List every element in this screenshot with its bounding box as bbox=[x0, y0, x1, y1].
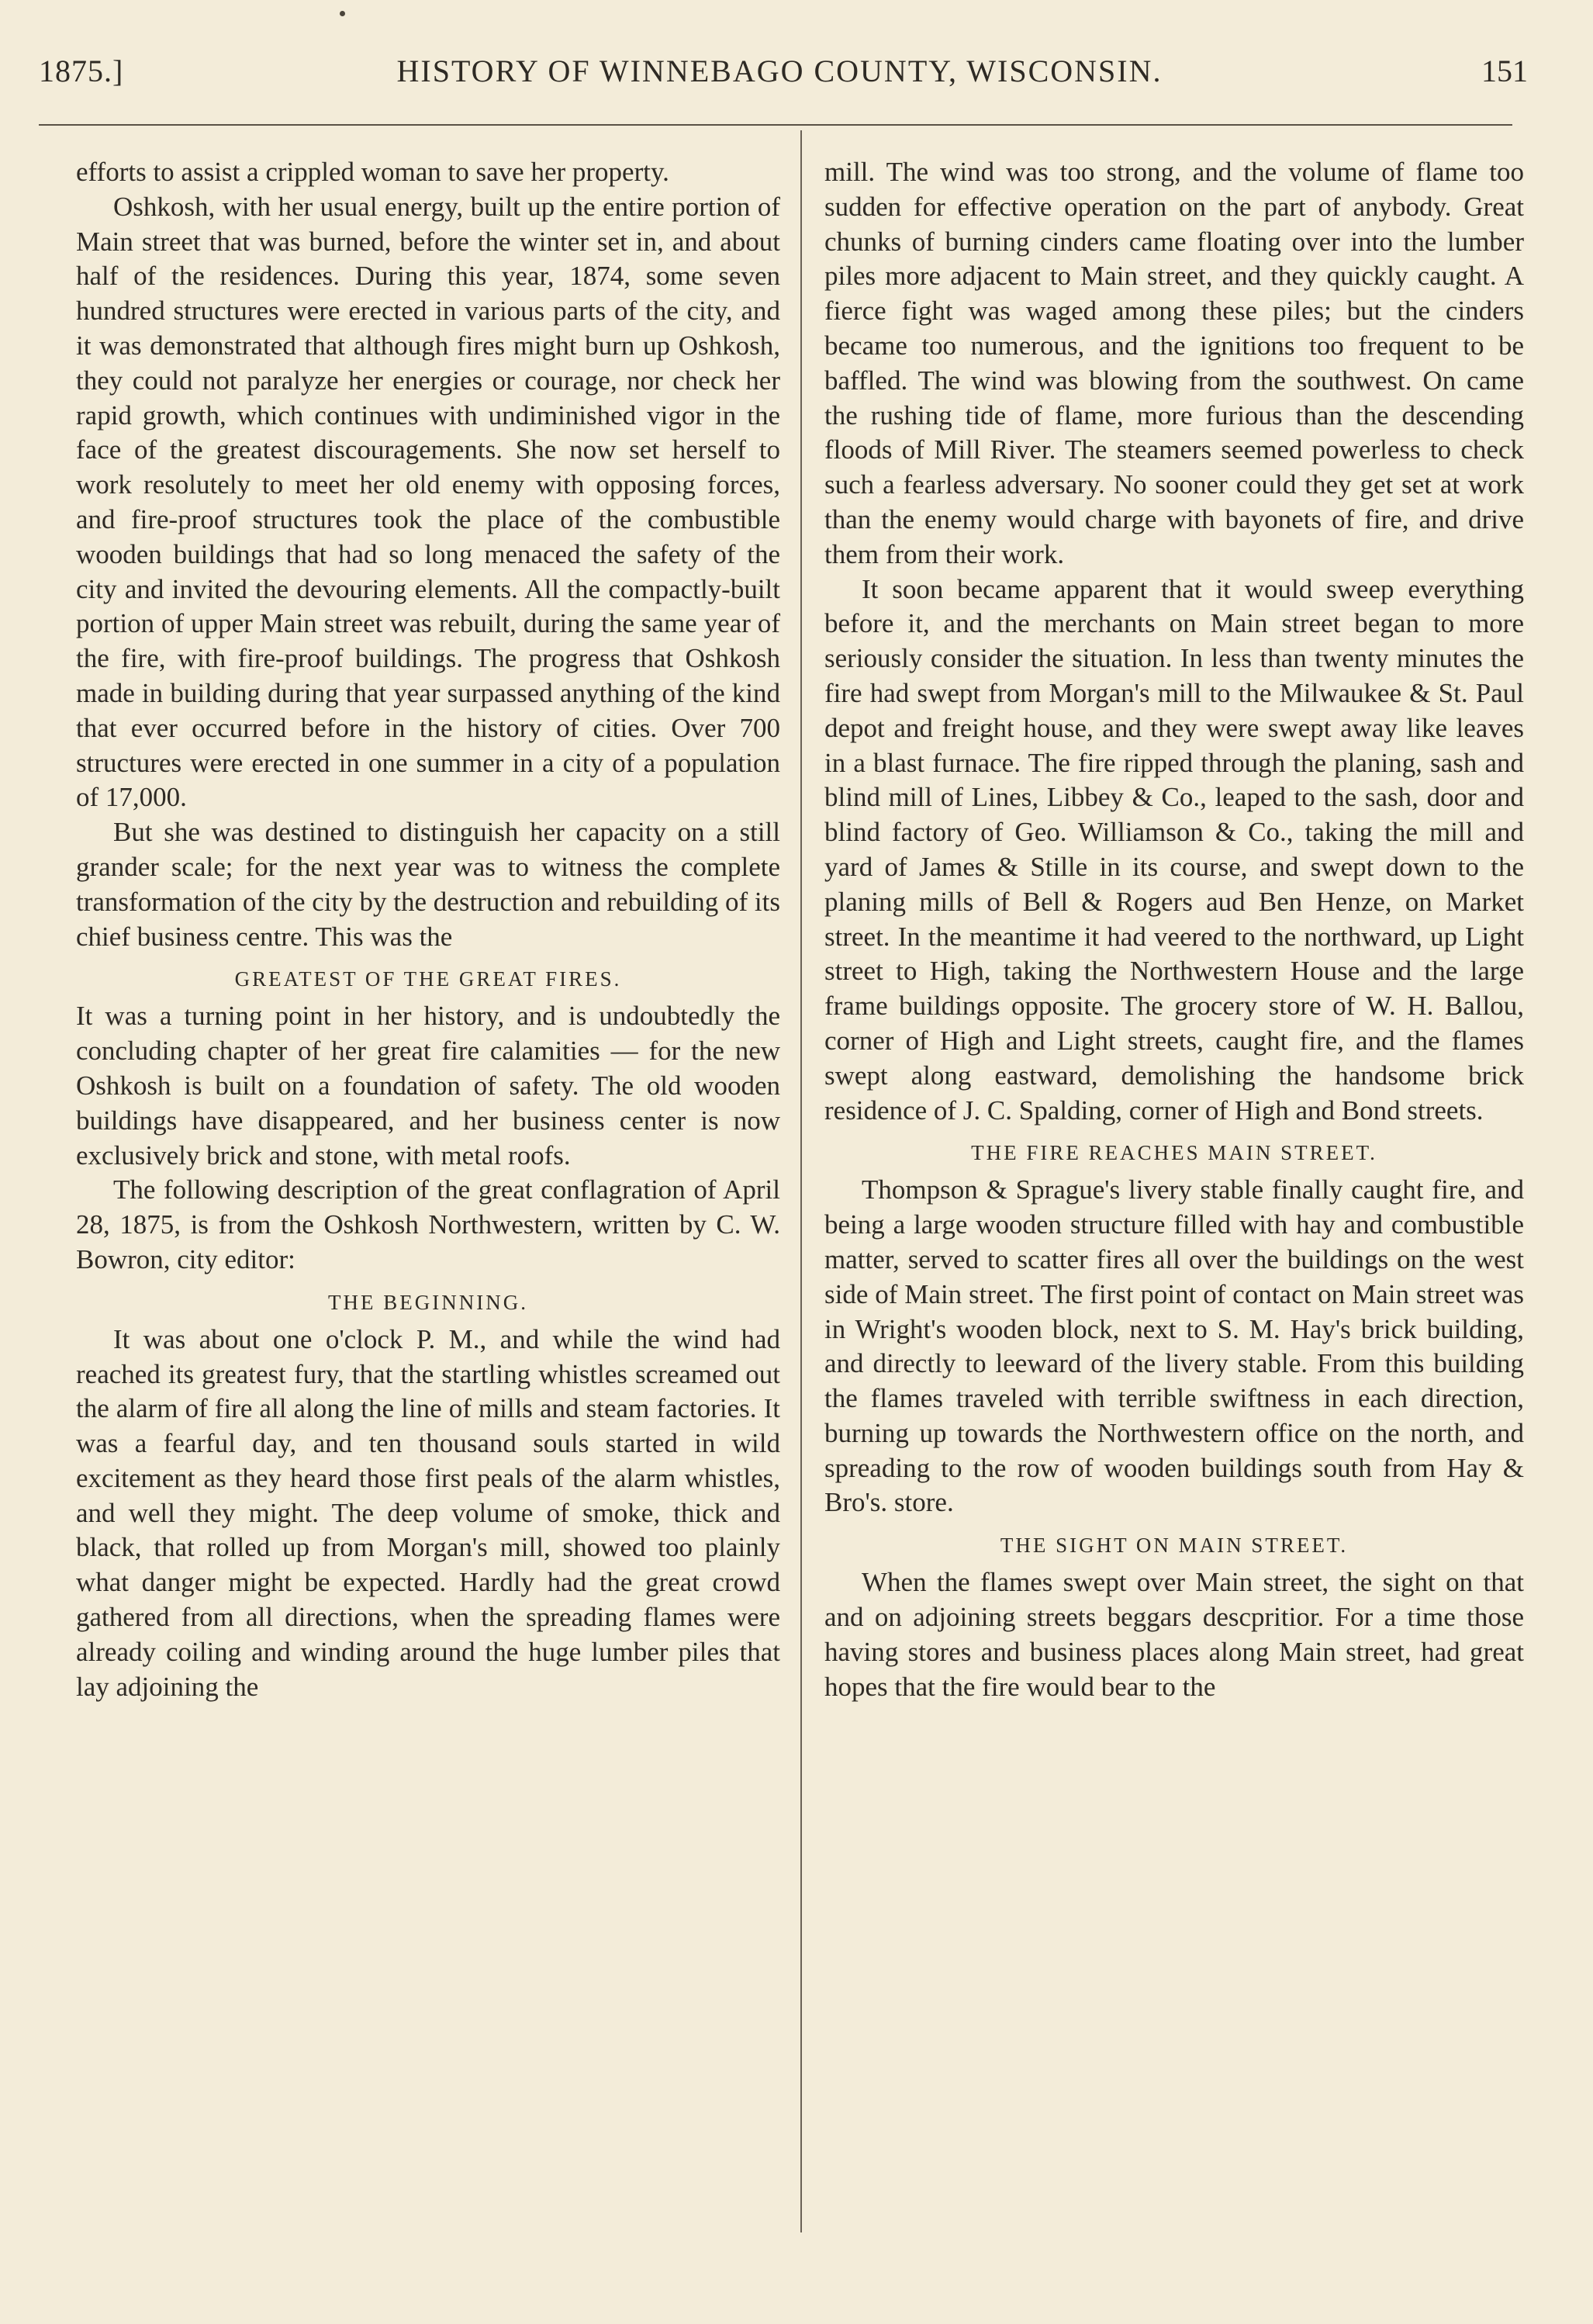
paragraph: mill. The wind was too strong, and the volume of flame too sudden for effective operation on the part of anybody. Great chunks of burning cinders came floating over into the lumber piles more adjacent to Main street, and they quickly caught. A fierce fight was waged among these piles; but the cinders became too numerous, and the ignitions too frequent to be baffled. The wind was blowing from the southwest. On came the rushing tide of flame, more furious than the descending floods of Mill River. The steamers seemed powerless to check such a fearless adversary. No sooner could they get set at work than the enemy would charge with bayonets of fire, and drive them from their work. bbox=[824, 157, 1524, 569]
column-divider bbox=[800, 130, 802, 2232]
ink-dot bbox=[340, 11, 345, 16]
page-number: 151 bbox=[1481, 54, 1528, 88]
left-column bbox=[76, 155, 780, 1704]
page-header bbox=[31, 53, 1528, 99]
paragraph: It soon became apparent that it would sweep everything before it, and the merchants on Main street began to more seriously consider the situation. In less than twenty minutes the fire had swept from Morgan's mill to the Milwaukee & St. Paul depot and freight house, and they were swept away like leaves in a blast furnace. The fire ripped through the planing, sash and blind mill of Lines, Libbey & Co., leaped to the sash, door and blind factory of Geo. Williamson & Co., taking the mill and yard of James & Stille in its course, and swept down to the planing mills of Bell & Rogers aud Ben Henze, on Market street. In the meantime it had veered to the northward, up Light street to High, taking the Northwestern House and the large frame buildings opposite. The grocery store of W. H. Ballou, corner of High and Light streets, caught fire, and the flames swept along eastward, demolishing the handsome brick residence of J. C. Spalding, corner of High and Bond streets. bbox=[824, 573, 1524, 1126]
paragraph: efforts to assist a crippled woman to save her property. bbox=[76, 157, 669, 187]
section-heading: THE FIRE REACHES MAIN STREET. bbox=[971, 1141, 1377, 1165]
header-title: HISTORY OF WINNEBAGO COUNTY, WISCONSIN. bbox=[396, 54, 1163, 88]
header-rule bbox=[39, 124, 1512, 126]
paragraph: Thompson & Sprague's livery stable finally caught fire, and being a large wooden structure filled with hay and combustible matter, served to scatter fires all over the buildings on the west side of Main street. The first point of contact on Main street was in Wright's wooden block, next to S. M. Hay's brick building, and directly to leeward of the livery stable. From this building the flames traveled with terrible swiftness in each direction, burning up towards the Northwestern office on the north, and spreading to the row of wooden buildings south from Hay & Bro's. store. bbox=[824, 1174, 1524, 1518]
section-heading: THE BEGINNING. bbox=[328, 1290, 528, 1314]
section-heading: GREATEST OF THE GREAT FIRES. bbox=[234, 967, 622, 991]
paragraph: Oshkosh, with her usual energy, built up the entire portion of Main street that was burned, before the winter set in, and about half of the residences. During this year, 1874, some seven hundred structures were erected in various parts of the city, and it was demonstrated that although fires might burn up Oshkosh, they could not paralyze her energies or courage, nor check her rapid growth, which continues with undiminished vigor in the face of the greatest discouragements. She now set herself to work resolutely to meet her old enemy with opposing forces, and fire-proof structures took the place of the combustible wooden buildings that had so long menaced the safety of the city and invited the devouring elements. All the compactly-built portion of upper Main street was rebuilt, during the same year of the fire, with fire-proof buildings. The progress that Oshkosh made in building during that year surpassed anything of the kind that ever occurred before in the history of cities. Over 700 structures were erected in one summer in a city of a population of 17,000. bbox=[76, 191, 780, 813]
paragraph: The following description of the great conflagration of April 28, 1875, is from the Oshkosh Northwestern, written by C. W. Bowron, city editor: bbox=[76, 1174, 780, 1274]
right-column bbox=[824, 155, 1524, 1704]
paragraph: It was about one o'clock P. M., and while the wind had reached its greatest fury, that the startling whistles screamed out the alarm of fire all along the line of mills and steam factories. It was a fearful day, and ten thousand souls started in wild excitement as they heard those first peals of the alarm whistles, and well they might. The deep volume of smoke, thick and black, that rolled up from Morgan's mill, showed too plainly what danger might be expected. Hardly had the great crowd gathered from all directions, when the spreading flames were already coiling and winding around the huge lumber piles that lay adjoining the bbox=[76, 1323, 780, 1702]
section-heading: THE SIGHT ON MAIN STREET. bbox=[1000, 1534, 1349, 1558]
paragraph: But she was destined to distinguish her capacity on a still grander scale; for the next year was to witness the complete transformation of the city by the destruction and rebuilding of its chief business centre. This was the bbox=[76, 817, 780, 952]
header-year: 1875.] bbox=[39, 54, 124, 88]
paragraph: When the flames swept over Main street, the sight on that and on adjoining streets beggars descpritior. For a time those having stores and business places along Main street, had great hopes that the fire would bear to the bbox=[824, 1567, 1524, 1702]
paragraph: It was a turning point in her history, and is undoubtedly the concluding chapter of her great fire calamities — for the new Oshkosh is built on a foundation of safety. The old wooden buildings have disappeared, and her business center is now exclusively brick and stone, with metal roofs. bbox=[76, 1001, 780, 1171]
